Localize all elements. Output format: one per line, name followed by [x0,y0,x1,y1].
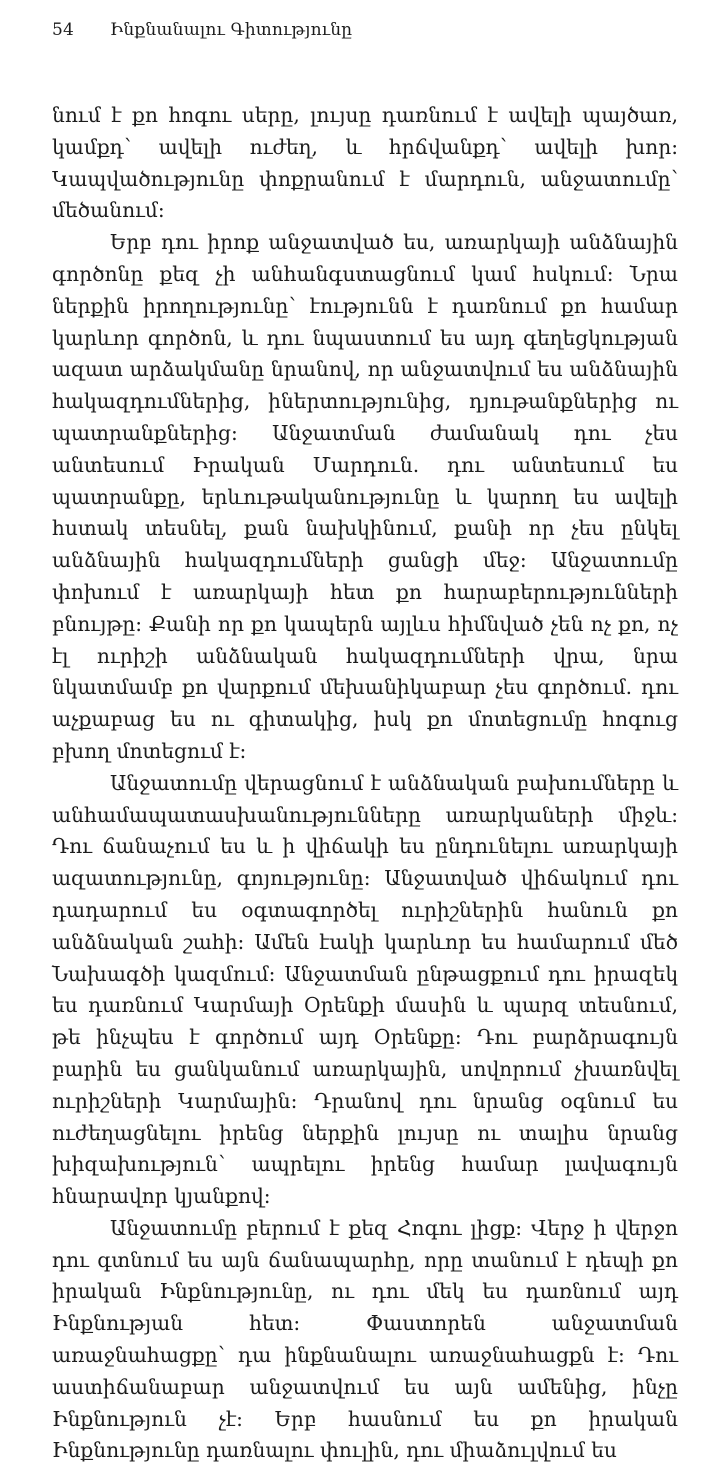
running-head [52,20,678,54]
body-text [52,100,678,1467]
paragraph-continuation: նում է քո հոգու սերը, լույսը դառնում է ավելի պայծառ, կամքդ՝ ավելի ուժեղ, և հրճվանքդ՝ ավելի խոր: Կապվածությունը փոքրանում է մարդուն, անջատումը՝ մեծանում: [52,103,678,223]
page-number: 54 [52,20,75,40]
paragraph: Անջատումը բերում է քեզ Հոգու լիցք: Վերջ ի վերջո դու գտնում ես այն ճանապարհը, որը տանում է դեպի քո իրական Ինքնությունը, ու դու մեկ ես դառնում այդ Ինքնության հետ: Փաստորեն անջատման առաջնահացքը՝ դա ինքնանալու առաջնահացքն է: Դու աստիճանաբար անջատվում ես այն ամենից, ինչը Ինքնություն չէ: Երբ հասնում ես քո իրական Ինքնությունը դառնալու փուլին, դու միաձուլվում ես [52,1215,678,1463]
paragraph: Անջատումը վերացնում է անձնական բախումները և անհամապատասխանությունները առարկաների միջև: Դու ճանաչում ես և ի վիճակի ես ընդունելու առարկայի ազատությունը, գոյությունը: Անջատված վիճակում դու դադարում ես օգտագործել ուրիշներին հանուն քո անձնական շահի: Ամեն էակի կարևոր ես համարում մեծ Նախագծի կազմում: Անջատման ընթացքում դու իրազեկ ես դառնում Կարմայի Օրենքի մասին և պարզ տեսնում, թե ինչպես է գործում այդ Օրենքը: Դու բարձրագույն բարին ես ցանկանում առարկային, սովորում չխառնվել ուրիշների Կարմային: Դրանով դու նրանց օգնում ես ուժեղացնելու իրենց ներքին լույսը ու տալիս նրանց խիզախություն՝ ապրելու իրենց համար լավագույն հնարավոր կյանքով: [52,770,678,1209]
running-title: Ինքնանալու Գիտությունը [110,20,353,40]
paragraph: Երբ դու իրոք անջատված ես, առարկայի անձնային գործոնը քեզ չի անհանգստացնում կամ հսկում: Նրա ներքին իրողությունը՝ էությունն է դառնում քո համար կարևոր գործոն, և դու նպաստում ես այդ գեղեցկության ազատ արձակմանը նրանով, որ անջատվում ես անձնային հակազդումներից, իներտությունից, դյութանքներից ու պատրանքներից: Անջատման ժամանակ դու չես անտեսում Իրական Մարդուն. դու անտեսում ես պատրանքը, երևութականությունը և կարող ես ավելի հստակ տեսնել, քան նախկինում, քանի որ չես ընկել անձնային հակազդումների ցանցի մեջ: Անջատումը փոխում է առարկայի հետ քո հարաբերությունների բնույթը: Քանի որ քո կապերն այլևս հիմնված չեն ոչ քո, ոչ էլ ուրիշի անձնական հակազդումների վրա, նրա նկատմամբ քո վարքում մեխանիկաբար չես գործում. դու աչքաբաց ես ու գիտակից, իսկ քո մոտեցումը հոգուց բխող մոտեցում է: [52,230,678,763]
